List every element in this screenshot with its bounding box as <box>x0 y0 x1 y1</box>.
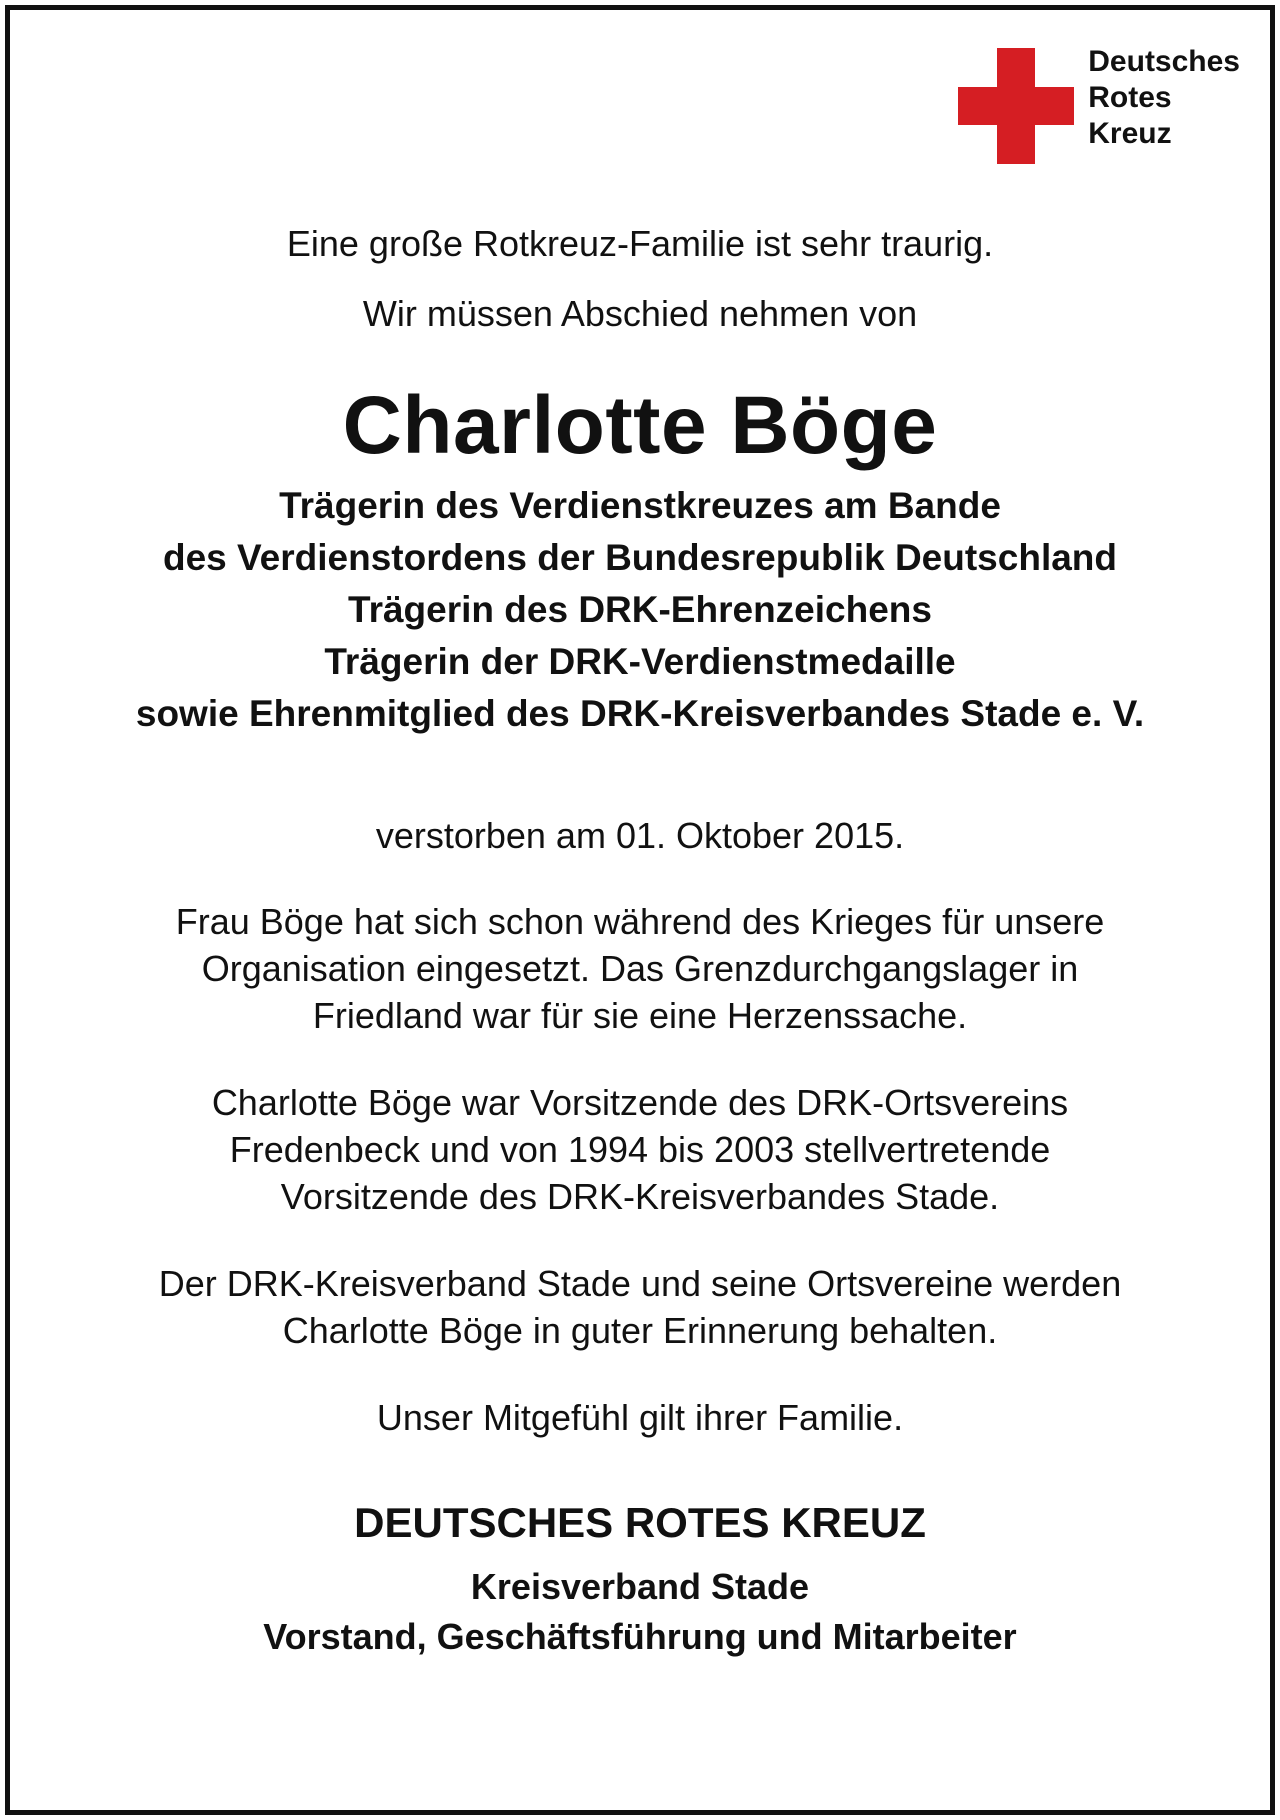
paragraph-line: Charlotte Böge war Vorsitzende des DRK-Ortsvereins <box>211 1082 1069 1123</box>
signature-group: Vorstand, Geschäftsführung und Mitarbeiter <box>263 1616 1017 1657</box>
honor-line: Trägerin des DRK-Ehrenzeichens <box>348 589 932 630</box>
logo-line: Deutsches <box>1088 45 1240 78</box>
paragraph-line: Vorsitzende des DRK-Kreisverbandes Stade. <box>280 1176 1000 1217</box>
honor-line: sowie Ehrenmitglied des DRK-Kreisverbandes Stade e. V. <box>135 693 1145 734</box>
signature-branch: Kreisverband Stade <box>470 1566 810 1607</box>
signature-org: DEUTSCHES ROTES KREUZ <box>354 1499 926 1546</box>
red-cross-icon <box>958 48 1074 164</box>
honor-line: Trägerin der DRK-Verdienstmedaille <box>324 641 956 682</box>
paragraph-line: Fredenbeck und von 1994 bis 2003 stellvertretende <box>229 1129 1051 1170</box>
paragraph-remembrance <box>60 1260 1220 1354</box>
intro-line-1: Eine große Rotkreuz-Familie ist sehr traurig. <box>286 223 994 264</box>
death-date: verstorben am 01. Oktober 2015. <box>375 815 905 856</box>
logo-line: Rotes <box>1088 81 1172 114</box>
paragraph-war-service <box>60 898 1220 1039</box>
honor-line: Trägerin des Verdienstkreuzes am Bande <box>279 485 1001 526</box>
paragraph-line: Der DRK-Kreisverband Stade und seine Ortsvereine werden <box>158 1263 1122 1304</box>
honors-list <box>60 480 1220 740</box>
obituary-body <box>60 222 1220 1662</box>
drk-logo <box>958 44 1240 164</box>
intro-line-2: Wir müssen Abschied nehmen von <box>362 293 918 334</box>
logo-wordmark <box>1088 44 1240 152</box>
condolence-line: Unser Mitgefühl gilt ihrer Familie. <box>376 1397 904 1438</box>
paragraph-line: Charlotte Böge in guter Erinnerung behalten. <box>282 1310 998 1351</box>
honor-line: des Verdienstordens der Bundesrepublik Deutschland <box>162 537 1117 578</box>
paragraph-line: Frau Böge hat sich schon während des Krieges für unsere <box>175 901 1105 942</box>
deceased-name: Charlotte Böge <box>342 380 938 471</box>
logo-line: Kreuz <box>1088 117 1172 150</box>
paragraph-line: Friedland war für sie eine Herzenssache. <box>312 995 968 1036</box>
paragraph-roles <box>60 1079 1220 1220</box>
paragraph-line: Organisation eingesetzt. Das Grenzdurchgangslager in <box>201 948 1079 989</box>
